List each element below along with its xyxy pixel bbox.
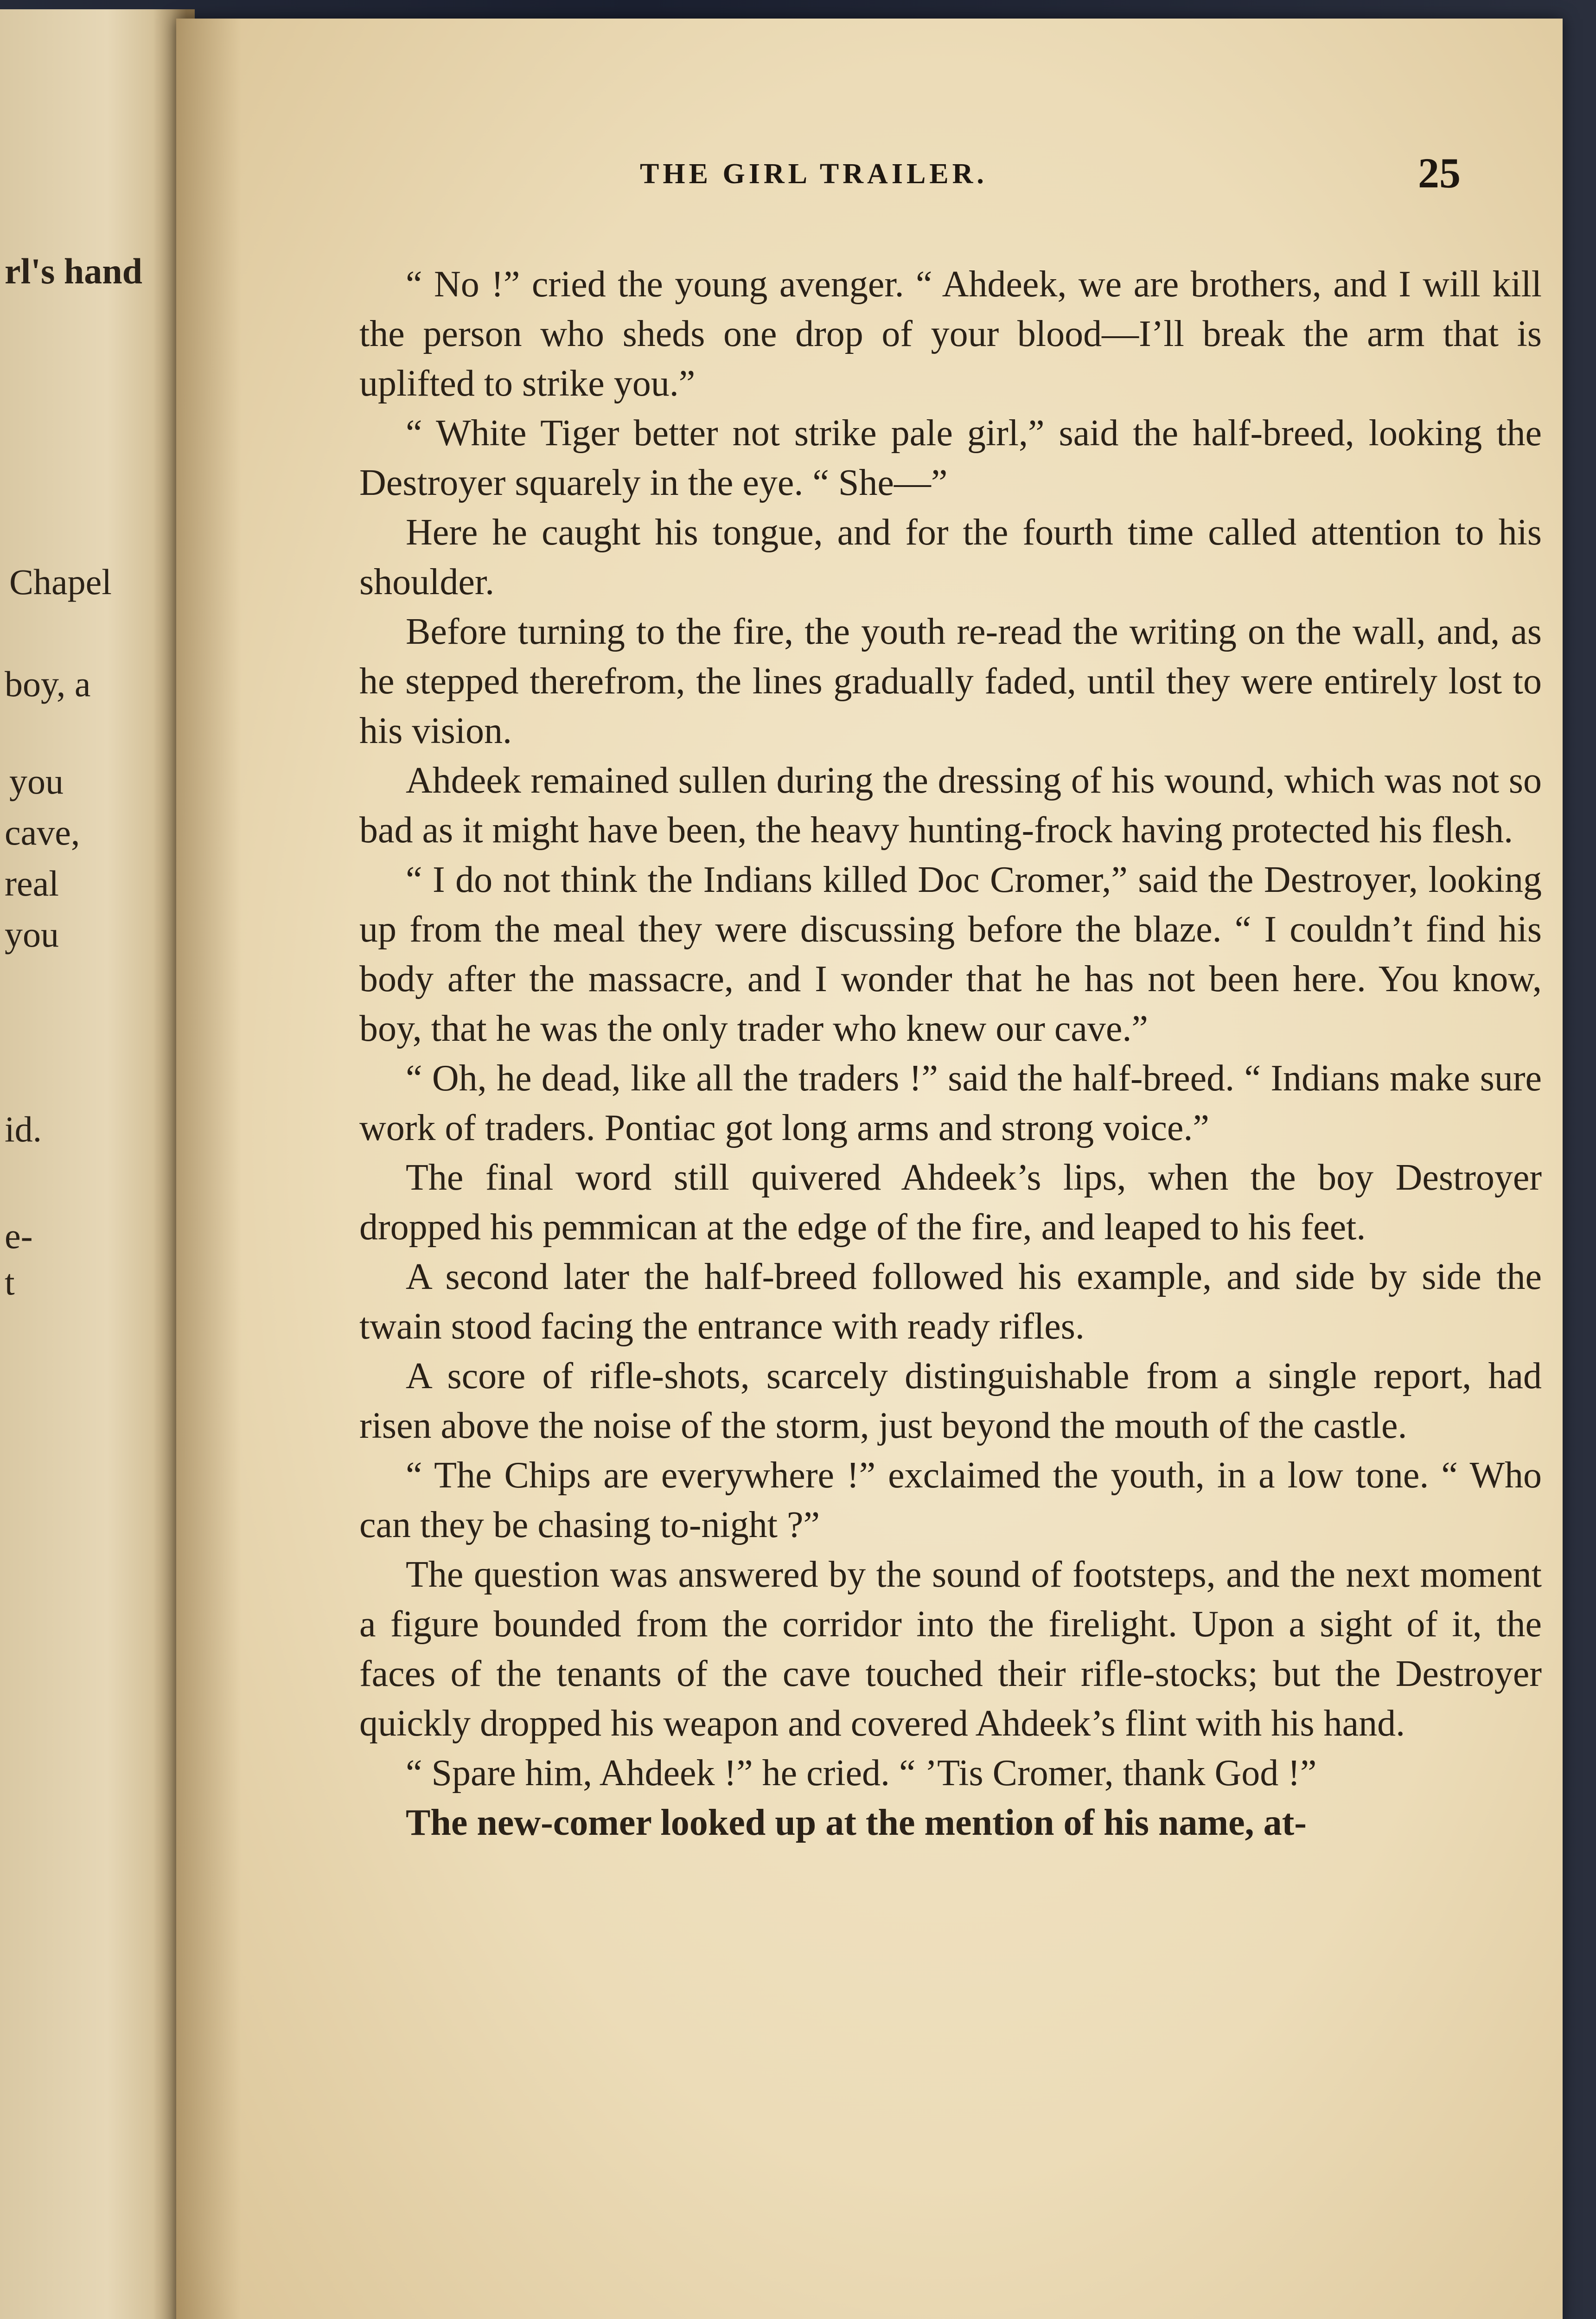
left-fragment: cave, <box>5 812 80 852</box>
left-fragment: you <box>5 914 59 955</box>
left-fragment: you <box>9 761 64 801</box>
left-fragment: e- <box>5 1216 33 1256</box>
paragraph: The final word still quivered Ahdeek’s lips, when the boy Destroyer dropped his pemmican at the edge of the fire, and leaped to his feet. <box>359 1157 1542 1248</box>
paragraph: The question was answered by the sound of footsteps, and the next moment a figure bounded from the corridor into the firelight. Upon a sight of it, the faces of the tenants of the cave touched their rifle-stocks; but the Destroyer quickly dropped his weapon and covered Ahdeek’s flint with his hand. <box>359 1554 1542 1744</box>
book-page <box>176 19 1563 2319</box>
paragraph: “ Oh, he dead, like all the traders !” said the half-breed. “ Indians make sure work of traders. Pontiac got long arms and strong voice.” <box>359 1058 1542 1148</box>
left-fragment: rl's hand <box>5 251 142 291</box>
body-text <box>359 260 1542 1848</box>
page-number: 25 <box>1418 149 1461 197</box>
paragraph: Ahdeek remained sullen during the dressing of his wound, which was not so bad as it might have been, the heavy hunting-frock having protected his flesh. <box>359 760 1542 851</box>
paragraph: The new-comer looked up at the mention of his name, at- <box>406 1802 1307 1843</box>
left-fragment: real <box>5 863 59 903</box>
running-title: THE GIRL TRAILER. <box>640 158 988 190</box>
left-fragment: t <box>5 1262 15 1302</box>
left-fragment: Chapel <box>9 562 112 602</box>
paragraph: A score of rifle-shots, scarcely distinguishable from a single report, had risen above the noise of the storm, just beyond the mouth of the castle. <box>359 1356 1542 1446</box>
paragraph: “ The Chips are everywhere !” exclaimed the youth, in a low tone. “ Who can they be chasing to-night ?” <box>359 1455 1542 1545</box>
paragraph: “ I do not think the Indians killed Doc Cromer,” said the Destroyer, looking up from the meal they were discussing before the blaze. “ I couldn’t find his body after the massacre, and I wonder that he has not been here. You know, boy, that he was the only trader who knew our cave.” <box>359 859 1542 1049</box>
paragraph: “ White Tiger better not strike pale girl,” said the half-breed, looking the Destroyer squarely in the eye. “ She—” <box>359 413 1542 503</box>
paragraph: “ Spare him, Ahdeek !” he cried. “ ’Tis Cromer, thank God !” <box>406 1753 1317 1794</box>
left-fragment: id. <box>5 1109 42 1149</box>
left-fragment: boy, a <box>5 664 91 704</box>
paragraph: Before turning to the fire, the youth re-read the writing on the wall, and, as he stepped therefrom, the lines gradually faded, until they were entirely lost to his vision. <box>359 611 1542 751</box>
paragraph: “ No !” cried the young avenger. “ Ahdeek, we are brothers, and I will kill the person who sheds one drop of your blood—I’ll break the arm that is uplifted to strike you.” <box>359 264 1542 404</box>
previous-page-edge <box>0 9 195 2319</box>
paragraph: Here he caught his tongue, and for the fourth time called attention to his shoulder. <box>359 512 1542 602</box>
paragraph: A second later the half-breed followed his example, and side by side the twain stood facing the entrance with ready rifles. <box>359 1256 1542 1347</box>
page-header <box>176 148 1563 204</box>
